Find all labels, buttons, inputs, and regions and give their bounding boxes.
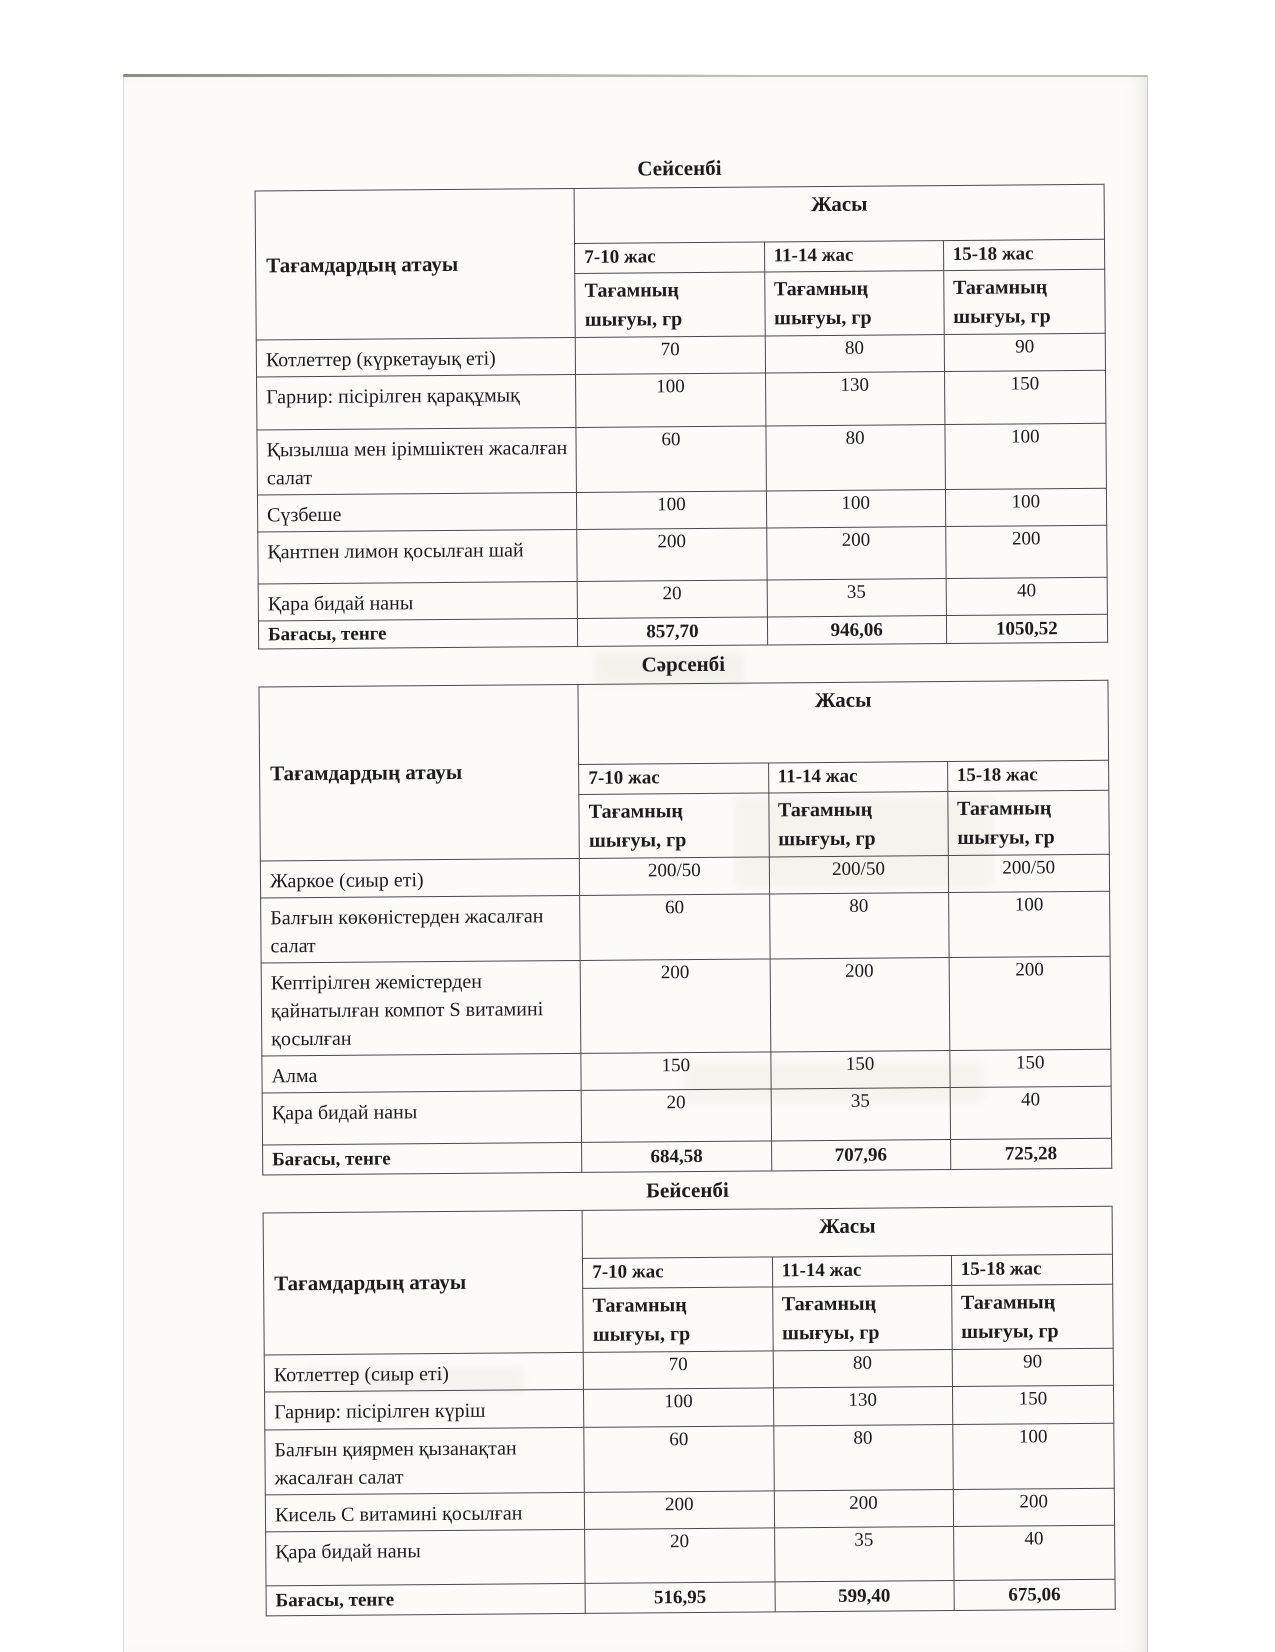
day-menu-section-thursday <box>262 1175 1115 1617</box>
table-header <box>255 184 1105 340</box>
dish-row <box>261 956 1111 1056</box>
portion-value-cell: 100 <box>584 1388 774 1427</box>
dish-name-cell: Қара бидай наны <box>266 1529 586 1586</box>
header-row <box>263 1206 1112 1261</box>
portion-value-cell: 35 <box>771 1088 951 1141</box>
table-body <box>256 333 1107 649</box>
portion-value-cell: 60 <box>580 894 770 960</box>
portion-value-cell: 200/50 <box>769 856 948 894</box>
dish-name-cell: Балғын қиярмен қызанақтан жасалған салат <box>265 1427 585 1495</box>
portion-value-cell: 20 <box>577 580 767 618</box>
portion-value-cell: 200 <box>770 958 950 1052</box>
output-label-cell: Тағамның шығуы, гр <box>575 272 765 337</box>
day-title: Бейсенбі <box>646 1177 729 1203</box>
portion-value-cell: 200 <box>577 528 767 581</box>
day-title: Сейсенбі <box>637 155 722 181</box>
dish-name-cell: Жаркое (сиыр еті) <box>260 858 580 898</box>
price-row-label: Бағасы, тенге <box>266 1583 585 1616</box>
age-group-cell: 11-14 жас <box>768 762 947 793</box>
dish-row <box>258 525 1107 584</box>
price-row-label: Бағасы, тенге <box>263 1142 582 1175</box>
price-value-cell: 684,58 <box>582 1141 772 1172</box>
document-content <box>254 147 1117 1617</box>
age-group-cell: 15-18 жас <box>947 760 1109 791</box>
dish-row <box>261 891 1110 963</box>
age-group-cell: 7-10 жас <box>583 1257 773 1288</box>
age-header: Жасы <box>574 184 1104 243</box>
output-label-cell: Тағамның шығуы, гр <box>772 1286 952 1351</box>
portion-value-cell: 20 <box>585 1528 775 1583</box>
portion-value-cell: 100 <box>945 488 1107 526</box>
portion-value-cell: 100 <box>945 423 1107 489</box>
dish-name-cell: Қантпен лимон қосылған шай <box>258 529 578 584</box>
output-label-cell: Тағамның шығуы, гр <box>764 271 944 336</box>
price-value-cell: 857,70 <box>578 617 768 646</box>
portion-value-cell: 80 <box>769 893 949 959</box>
portion-value-cell: 90 <box>952 1348 1114 1386</box>
dish-name-cell: Гарнир: пісірілген қарақұмық <box>257 374 577 430</box>
day-title: Сәрсенбі <box>641 651 726 677</box>
dish-name-cell: Алма <box>262 1053 582 1093</box>
dish-name-cell: Кептірілген жемістерден қайнатылған компот S витамині қосылған <box>261 960 581 1056</box>
portion-value-cell: 60 <box>576 426 766 492</box>
dish-row <box>266 1525 1115 1586</box>
price-row <box>263 1138 1112 1175</box>
output-label-cell: Тағамның шығуы, гр <box>768 792 948 857</box>
portion-value-cell: 200 <box>580 959 770 1053</box>
price-value-cell: 1050,52 <box>946 614 1108 643</box>
portion-value-cell: 150 <box>770 1051 949 1089</box>
portion-value-cell: 90 <box>944 333 1106 371</box>
dish-name-cell: Балғын көкөністерден жасалған салат <box>261 895 581 963</box>
portion-value-cell: 35 <box>774 1527 954 1582</box>
dish-name-cell: Қара бидай наны <box>262 1090 582 1145</box>
portion-value-cell: 40 <box>953 1525 1115 1580</box>
day-menu-section-tuesday <box>254 153 1108 650</box>
age-group-cell: 15-18 жас <box>943 239 1105 270</box>
dish-name-cell: Кисель С витамині қосылған <box>265 1492 585 1532</box>
portion-value-cell: 200/50 <box>580 857 770 895</box>
portion-value-cell: 20 <box>581 1089 771 1142</box>
day-menu-section-wednesday <box>258 649 1112 1176</box>
dish-name-cell: Қара бидай наны <box>258 581 578 621</box>
portion-value-cell: 200 <box>766 527 946 580</box>
age-group-cell: 7-10 жас <box>579 763 769 794</box>
portion-value-cell: 200 <box>945 525 1107 578</box>
portion-value-cell: 40 <box>950 1086 1112 1139</box>
portion-value-cell: 130 <box>765 372 945 426</box>
output-label-cell: Тағамның шығуы, гр <box>951 1284 1113 1349</box>
price-row <box>258 614 1107 649</box>
portion-value-cell: 100 <box>766 490 945 528</box>
dish-name-cell: Сүзбеше <box>257 492 577 532</box>
dish-row <box>257 423 1106 495</box>
portion-value-cell: 100 <box>577 491 767 529</box>
output-label-cell: Тағамның шығуы, гр <box>947 790 1109 855</box>
portion-value-cell: 150 <box>581 1052 771 1090</box>
dish-name-cell: Гарнир: пісірілген күріш <box>265 1389 585 1430</box>
price-value-cell: 707,96 <box>771 1140 950 1171</box>
portion-value-cell: 100 <box>576 373 766 427</box>
portion-value-cell: 200 <box>953 1488 1115 1526</box>
age-group-cell: 7-10 жас <box>575 242 765 273</box>
portion-value-cell: 80 <box>765 425 945 491</box>
portion-value-cell: 100 <box>948 891 1110 957</box>
portion-value-cell: 200/50 <box>948 854 1110 892</box>
scanned-paper <box>123 75 1148 1652</box>
portion-value-cell: 200 <box>774 1490 953 1528</box>
dish-row <box>265 1423 1114 1495</box>
portion-value-cell: 70 <box>583 1351 773 1389</box>
portion-value-cell: 150 <box>950 1049 1112 1087</box>
portion-value-cell: 70 <box>575 336 765 374</box>
dish-name-column-header: Тағамдардың атауы <box>255 188 575 340</box>
price-value-cell: 599,40 <box>775 1581 954 1612</box>
menu-table <box>263 1206 1116 1617</box>
output-label-cell: Тағамның шығуы, гр <box>579 793 769 858</box>
portion-value-cell: 80 <box>773 1350 952 1388</box>
portion-value-cell: 150 <box>952 1385 1114 1424</box>
header-row <box>255 184 1104 246</box>
age-header: Жасы <box>582 1206 1112 1258</box>
portion-value-cell: 80 <box>765 335 944 373</box>
dish-row <box>262 1086 1111 1145</box>
portion-value-cell: 80 <box>773 1425 953 1491</box>
dish-name-column-header: Тағамдардың атауы <box>259 684 580 861</box>
portion-value-cell: 35 <box>767 579 946 617</box>
menu-table <box>258 680 1112 1176</box>
portion-value-cell: 100 <box>952 1423 1114 1489</box>
dish-row <box>257 370 1106 430</box>
portion-value-cell: 130 <box>773 1387 952 1426</box>
portion-value-cell: 200 <box>585 1491 775 1529</box>
age-group-cell: 11-14 жас <box>772 1256 951 1287</box>
table-body <box>260 854 1111 1175</box>
dish-name-column-header: Тағамдардың атауы <box>263 1210 583 1355</box>
table-body <box>264 1348 1115 1616</box>
price-value-cell: 516,95 <box>585 1582 775 1613</box>
output-label-cell: Тағамның шығуы, гр <box>583 1287 773 1352</box>
menu-table <box>255 184 1109 650</box>
dish-name-cell: Котлеттер (сиыр еті) <box>264 1352 584 1392</box>
portion-value-cell: 200 <box>949 956 1111 1050</box>
output-label-cell: Тағамның шығуы, гр <box>943 269 1105 334</box>
paper-edge-top <box>123 74 757 77</box>
age-group-cell: 11-14 жас <box>764 241 943 272</box>
table-header <box>259 680 1109 861</box>
header-row <box>259 680 1109 767</box>
portion-value-cell: 40 <box>946 577 1108 615</box>
dish-name-cell: Котлеттер (күркетауық еті) <box>256 337 576 377</box>
price-row <box>266 1579 1115 1616</box>
portion-value-cell: 60 <box>584 1426 774 1492</box>
table-header <box>263 1206 1113 1355</box>
price-value-cell: 725,28 <box>950 1138 1112 1169</box>
dish-row <box>265 1385 1114 1430</box>
age-header: Жасы <box>578 680 1108 764</box>
dish-name-cell: Қызылша мен ірімшіктен жасалған салат <box>257 427 577 495</box>
price-value-cell: 946,06 <box>767 616 946 645</box>
price-value-cell: 675,06 <box>954 1579 1116 1610</box>
portion-value-cell: 150 <box>944 370 1106 424</box>
price-row-label: Бағасы, тенге <box>258 618 577 649</box>
age-group-cell: 15-18 жас <box>951 1254 1113 1285</box>
